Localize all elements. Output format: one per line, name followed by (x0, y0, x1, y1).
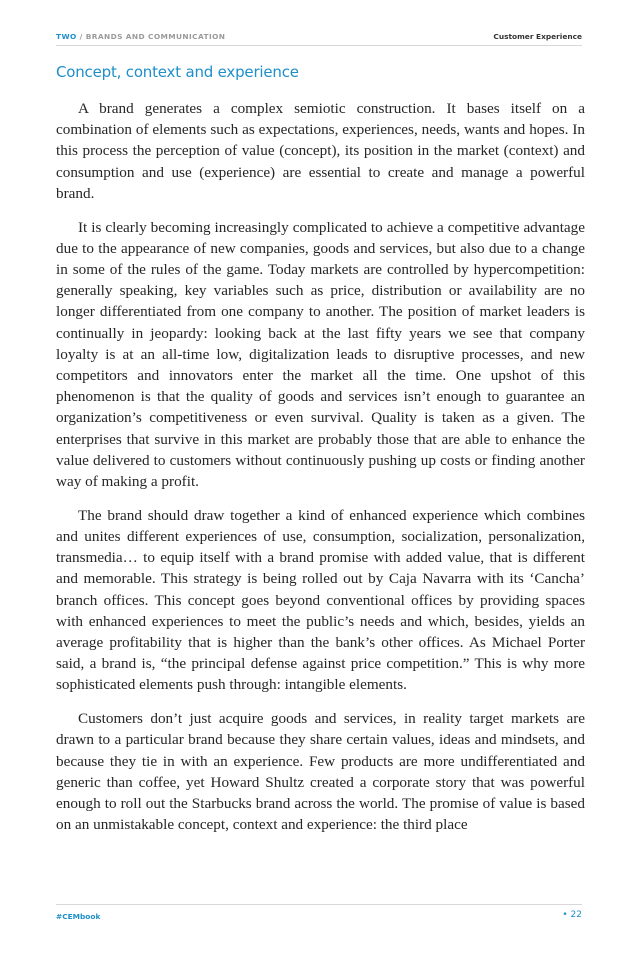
body-text (56, 98, 585, 848)
section-title: Concept, context and experience (56, 63, 299, 81)
page-number: • 22 (562, 910, 582, 920)
header-chapter: TWO (56, 32, 77, 41)
header-divider (56, 45, 582, 46)
paragraph: The brand should draw together a kind of enhanced experience which combines and unites different experiences of use, consumption, socialization, personalization, transmedia… to equip itself with a brand promise with added value, that is different and memorable. This strategy is being rolled out by Caja Navarra with its ‘Cancha’ branch offices. This concept goes beyond conventional offices by providing spaces with enhanced experiences to meet the public’s needs and which, besides, yields an average profitability that is higher than the bank’s other offices. As Michael Porter said, a brand is, “the principal defense against price competition.” This is why more sophisticated elements push through: intangible elements. (56, 506, 585, 694)
running-header (56, 32, 582, 44)
paragraph: Customers don’t just acquire goods and services, in reality target markets are drawn to a particular brand because they share certain values, ideas and mindsets, and because they tie in with an experience. Few products are more undifferentiated and generic than coffee, yet Howard Shultz created a corporate story that was powerful enough to roll out the Starbucks brand across the world. The promise of value is based on an unmistakable concept, context and experience: the third place (56, 710, 585, 834)
paragraph: A brand generates a complex semiotic construction. It bases itself on a combination of elements such as expectations, experiences, needs, wants and hopes. In this process the perception of value (concept), its position in the market (context) and consumption and use (experience) are essential to create and manage a powerful brand. (56, 100, 585, 202)
footer-hashtag: #CEMbook (56, 912, 101, 921)
paragraph: It is clearly becoming increasingly complicated to achieve a competitive advantage due to the appearance of new companies, goods and services, but also due to a change in some of the rules of the game. Today markets are controlled by hypercompetition: generally speaking, key variables such as price, distribution or availability are no longer differentiated from one company to another. The position of market leaders is continually in jeopardy: looking back at the last fifty years we see that company loyalty is at an all-time low, digitalization leads to disruptive processes, and new competitors and innovators enter the market all the time. One upshot of this phenomenon is that the quality of goods and services isn’t enough to guarantee an organization’s competitiveness or even survival. Quality is taken as a given. The enterprises that survive in this market are probably those that are able to enhance the value delivered to customers without continuously pushing up costs or finding another way of making a profit. (56, 218, 585, 491)
footer-divider (56, 904, 582, 905)
header-breadcrumb (56, 32, 225, 41)
header-running-title: Customer Experience (493, 32, 582, 41)
header-separator: / (76, 32, 86, 41)
header-section: BRANDS AND COMMUNICATION (85, 32, 226, 41)
